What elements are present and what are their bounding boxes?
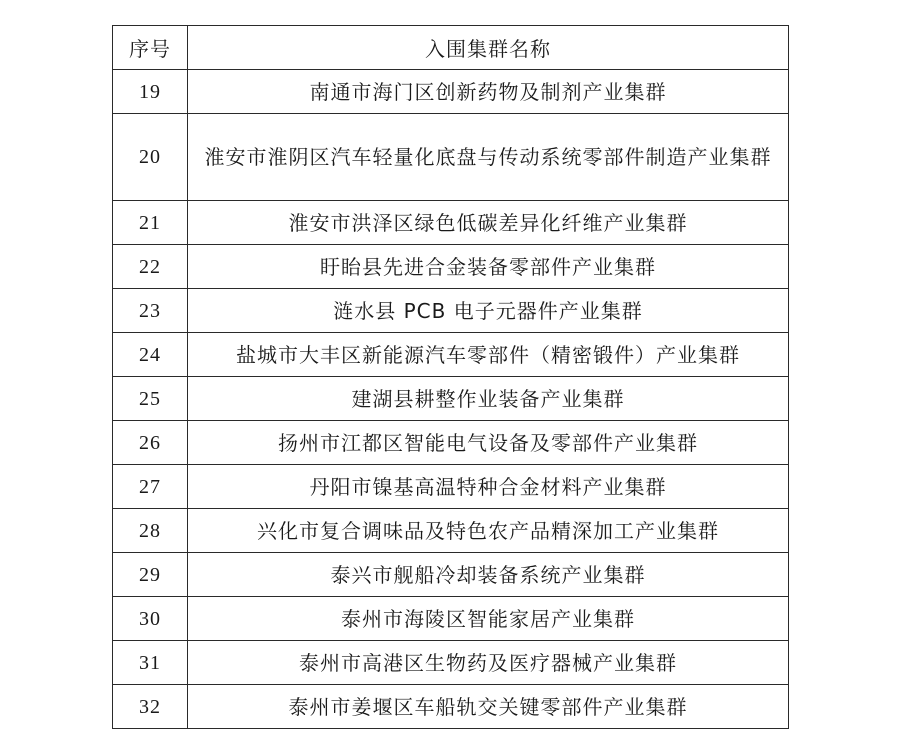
table-row	[113, 333, 789, 377]
table-body	[113, 70, 789, 729]
row-name: 淮安市洪泽区绿色低碳差异化纤维产业集群	[188, 201, 789, 245]
row-name: 盐城市大丰区新能源汽车零部件（精密锻件）产业集群	[188, 333, 789, 377]
row-name: 泰州市姜堰区车船轨交关键零部件产业集群	[188, 685, 789, 729]
table-row	[113, 114, 789, 201]
row-seq: 30	[113, 597, 188, 641]
row-seq: 25	[113, 377, 188, 421]
row-name: 泰州市海陵区智能家居产业集群	[188, 597, 789, 641]
row-seq: 23	[113, 289, 188, 333]
row-name: 盱眙县先进合金装备零部件产业集群	[188, 245, 789, 289]
row-name: 淮安市淮阴区汽车轻量化底盘与传动系统零部件制造产业集群	[188, 114, 789, 201]
row-name: 丹阳市镍基高温特种合金材料产业集群	[188, 465, 789, 509]
row-seq: 22	[113, 245, 188, 289]
row-seq: 29	[113, 553, 188, 597]
header-name: 入围集群名称	[188, 26, 789, 70]
header-seq: 序号	[113, 26, 188, 70]
row-seq: 31	[113, 641, 188, 685]
row-name: 泰兴市舰船冷却装备系统产业集群	[188, 553, 789, 597]
table-row	[113, 641, 789, 685]
row-name: 泰州市高港区生物药及医疗器械产业集群	[188, 641, 789, 685]
row-name: 建湖县耕整作业装备产业集群	[188, 377, 789, 421]
table-header	[113, 26, 789, 70]
table-row	[113, 201, 789, 245]
row-name: 南通市海门区创新药物及制剂产业集群	[188, 70, 789, 114]
row-seq: 32	[113, 685, 188, 729]
row-seq: 24	[113, 333, 188, 377]
row-seq: 28	[113, 509, 188, 553]
table-row	[113, 421, 789, 465]
table-row	[113, 509, 789, 553]
table-row	[113, 377, 789, 421]
row-name: 扬州市江都区智能电气设备及零部件产业集群	[188, 421, 789, 465]
table-row	[113, 70, 789, 114]
table-row	[113, 289, 789, 333]
header-row	[113, 26, 789, 70]
row-seq: 19	[113, 70, 188, 114]
table-row	[113, 465, 789, 509]
row-name: 兴化市复合调味品及特色农产品精深加工产业集群	[188, 509, 789, 553]
row-seq: 21	[113, 201, 188, 245]
row-seq: 26	[113, 421, 188, 465]
table-row	[113, 245, 789, 289]
table-row	[113, 597, 789, 641]
row-seq: 20	[113, 114, 188, 201]
table-row	[113, 553, 789, 597]
cluster-table	[112, 25, 789, 729]
row-seq: 27	[113, 465, 188, 509]
row-name: 涟水县 PCB 电子元器件产业集群	[188, 289, 789, 333]
table-row	[113, 685, 789, 729]
